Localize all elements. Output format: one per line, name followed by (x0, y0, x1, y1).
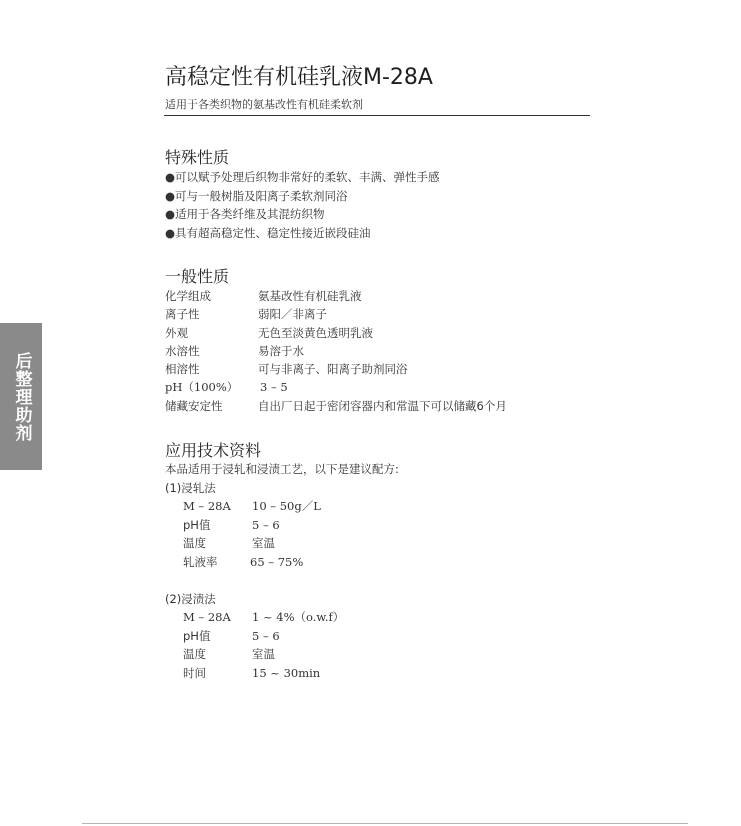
general-properties-heading: 一般性质 (165, 267, 230, 286)
property-value: 无色至淡黄色透明乳液 (258, 326, 373, 340)
property-label: 水溶性 (165, 344, 200, 358)
exhaust-method-title: (2)浸渍法 (165, 592, 216, 606)
property-value: 可与非离子、阳离子助剂同浴 (258, 362, 408, 376)
special-item: ●适用于各类纤维及其混纺织物 (165, 207, 325, 221)
property-value: 自出厂日起于密闭容器内和常温下可以储藏6个月 (258, 399, 507, 413)
special-item: ●具有超高稳定性、稳定性接近嵌段硅油 (165, 226, 371, 240)
property-value: 3 – 5 (260, 380, 288, 394)
recipe-value: 1 ~ 4%（o.w.f） (252, 610, 345, 624)
property-label: 化学组成 (165, 289, 211, 303)
property-value: 氨基改性有机硅乳液 (258, 289, 362, 303)
property-value: 易溶于水 (258, 344, 304, 358)
application-intro: 本品适用于浸轧和浸渍工艺，以下是建议配方: (165, 462, 399, 476)
property-label: 离子性 (165, 307, 200, 321)
application-heading: 应用技术资料 (165, 441, 262, 460)
recipe-label: 轧液率 (183, 555, 218, 569)
recipe-value: 10 – 50g／L (252, 499, 321, 513)
recipe-label: M – 28A (183, 499, 231, 513)
recipe-value: 室温 (252, 647, 275, 661)
recipe-label: 时间 (183, 666, 206, 680)
recipe-label: pH值 (183, 518, 211, 532)
padding-method-title: (1)浸轧法 (165, 481, 216, 495)
special-item: ●可以赋予处理后织物非常好的柔软、丰满、弹性手感 (165, 170, 440, 184)
property-label: 相溶性 (165, 362, 200, 376)
property-label: pH（100%） (165, 380, 239, 394)
recipe-value: 65 – 75% (250, 555, 304, 569)
footer-divider (82, 823, 688, 824)
product-subtitle: 适用于各类织物的氨基改性有机硅柔软剂 (165, 98, 363, 111)
property-value: 弱阳／非离子 (258, 307, 327, 321)
recipe-label: M – 28A (183, 610, 231, 624)
property-label: 储藏安定性 (165, 399, 223, 413)
recipe-value: 室温 (252, 536, 275, 550)
product-title: 高稳定性有机硅乳液M-28A (165, 65, 433, 90)
recipe-label: pH值 (183, 629, 211, 643)
special-item: ●可与一般树脂及阳离子柔软剂同浴 (165, 189, 348, 203)
recipe-label: 温度 (183, 647, 206, 661)
category-label: 后整理助剂 (11, 351, 32, 442)
recipe-label: 温度 (183, 536, 206, 550)
recipe-value: 5 – 6 (252, 518, 280, 532)
title-divider (164, 115, 590, 116)
category-side-tab (0, 323, 42, 470)
recipe-value: 5 – 6 (252, 629, 280, 643)
special-properties-heading: 特殊性质 (165, 148, 230, 167)
property-label: 外观 (165, 326, 188, 340)
recipe-value: 15 ~ 30min (252, 666, 321, 680)
